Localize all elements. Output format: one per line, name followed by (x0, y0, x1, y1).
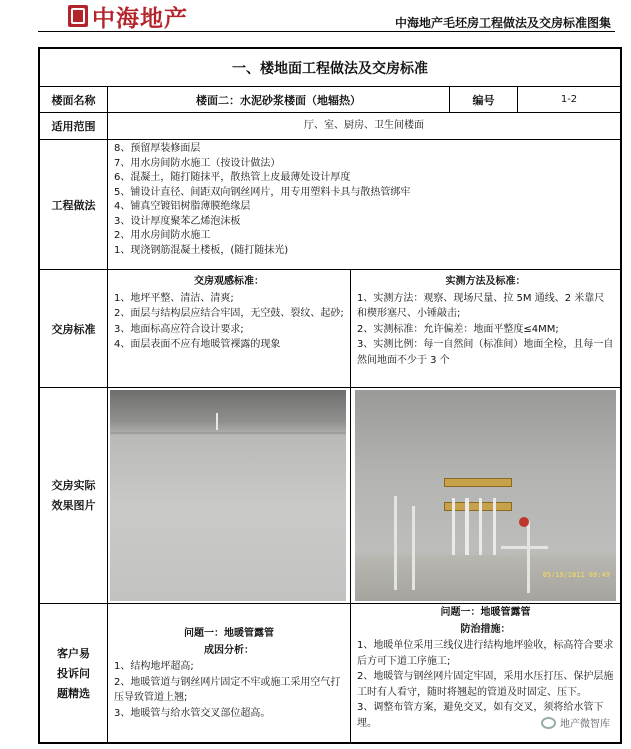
manifold-bar (444, 478, 512, 486)
watermark-text: 地产微智库 (560, 719, 610, 730)
document-title: 中海地产毛坯房工程做法及交房标准图集 (394, 16, 611, 30)
photo-label-line: 效果图片 (51, 498, 96, 512)
appearance-title: 交房观感标准： (194, 276, 264, 287)
photo-label (40, 388, 108, 603)
measurement-item: 2、实测标准：允许偏差：地面平整度≤4MM; (357, 323, 559, 335)
watermark (538, 714, 613, 731)
appearance-item: 1、地坪平整、清洁、清爽; (114, 292, 234, 304)
photo-cell-left (108, 388, 351, 603)
standards-table (38, 47, 622, 744)
method-step: 4、铺真空镀铝树脂薄膜绝缘层 (114, 201, 251, 212)
water-pipe (394, 496, 397, 591)
manifold-pipe (479, 498, 482, 554)
manifold-photo (355, 390, 616, 601)
manifold-pipe (493, 498, 496, 554)
scope-row (40, 113, 620, 140)
photo-cell-right (351, 388, 620, 603)
title-row (40, 49, 620, 87)
scope-value: 厅、室、厨房、卫生间楼面 (304, 120, 424, 131)
delivery-label: 交房标准 (40, 270, 108, 387)
cause-item: 2、地暖管道与钢丝网片固定不牢或施工采用空气打压导致管道上翘; (114, 676, 341, 703)
page-header (0, 0, 631, 36)
delivery-standard-row (40, 270, 620, 388)
company-logo (68, 2, 188, 30)
floor-name-label: 楼面名称 (40, 87, 108, 112)
appearance-item: 2、面层与结构层应结合牢固，无空鼓、裂纹、起砂; (114, 308, 344, 319)
heating-manifold (444, 474, 512, 554)
appearance-standard (108, 270, 351, 387)
pipe-stub (216, 413, 218, 430)
appearance-item: 4、面层表面不应有地暖管裸露的现象 (114, 339, 281, 350)
complaint-row (40, 604, 620, 744)
measurement-item: 3、实测比例：每一自然间（标准间）地面全检，且每一自然间地面不少于 3 个 (357, 339, 614, 366)
method-step: 8、预留厚装修面层 (114, 143, 201, 154)
red-valve (519, 517, 529, 527)
scope-label: 适用范围 (40, 113, 108, 139)
complaint-label-line: 客户易 (57, 647, 90, 660)
measure-item: 1、地暖单位采用三线仪进行结构地坪验收，标高符合要求后方可下道工序施工; (357, 640, 614, 667)
number-label: 编号 (450, 87, 518, 112)
cause-item: 3、地暖管与给水管交叉部位超高。 (114, 707, 271, 719)
method-row (40, 140, 620, 270)
floor-name-row (40, 87, 620, 113)
finished-floor-photo (110, 390, 346, 601)
complaint-label-line: 题精选 (57, 687, 90, 700)
method-steps (108, 140, 620, 269)
water-pipe (412, 506, 415, 590)
wechat-icon (541, 717, 556, 729)
cause-item: 1、结构地坪超高; (114, 661, 194, 672)
complaint-label (40, 604, 108, 744)
cause-analysis (108, 604, 351, 744)
manifold-pipe (465, 498, 468, 554)
measurement-title: 实测方法及标准： (445, 276, 526, 287)
water-pipe (527, 521, 530, 593)
measure-item: 2、地暖管与钢丝网片固定牢固，采用水压打压、保护层施工时有人看守，随时将翘起的管道及时固定、压下。 (357, 671, 614, 698)
method-step: 2、用水房间防水施工 (114, 230, 211, 241)
measurement-item: 1、实测方法：观察、现场尺量、拉 5M 通线、2 米靠尺和楔形塞尺、小锤敲击; (357, 292, 605, 319)
method-step: 5、铺设计直径、间距双向钢丝网片，用专用塑料卡具与散热管绑牢 (114, 186, 411, 198)
photo-date-stamp: 05/19/2011 08:49 (542, 571, 610, 579)
logo-text: 中海地产 (92, 4, 188, 32)
measures-title: 防治措施： (460, 623, 511, 635)
method-step: 6、混凝土，随打随抹平，散热管上皮最薄处设计厚度 (114, 172, 351, 183)
measurement-standard (351, 270, 620, 387)
wall-floor-edge (110, 432, 346, 434)
right-problem-title: 问题一：地暖管露管 (440, 607, 531, 618)
photo-label-line: 交房实际 (51, 478, 96, 492)
method-step: 7、用水房间防水施工（按设计做法） (114, 157, 281, 169)
section-title: 一、楼地面工程做法及交房标准 (232, 60, 428, 77)
left-problem-title: 问题一：地暖管露管 (184, 628, 274, 639)
analysis-title: 成因分析： (204, 644, 254, 656)
photo-row (40, 388, 620, 604)
appearance-item: 3、地面标高应符合设计要求; (114, 323, 244, 335)
method-step: 1、现浇钢筋混凝土楼板，(随打随抹光) (114, 244, 289, 256)
measure-item: 3、调整布管方案，避免交叉，如有交叉，须将给水管下埋。 (357, 702, 604, 729)
floor-name-value: 楼面二：水泥砂浆楼面（地辐热） (108, 87, 450, 112)
number-value: 1-2 (560, 93, 578, 105)
complaint-label-line: 投诉问 (57, 667, 90, 680)
method-label: 工程做法 (40, 140, 108, 269)
manifold-pipe (452, 498, 455, 554)
header-divider (38, 31, 615, 32)
zhonghai-seal-icon (68, 5, 88, 27)
method-step: 3、设计厚度聚苯乙烯泡沫板 (114, 215, 241, 227)
